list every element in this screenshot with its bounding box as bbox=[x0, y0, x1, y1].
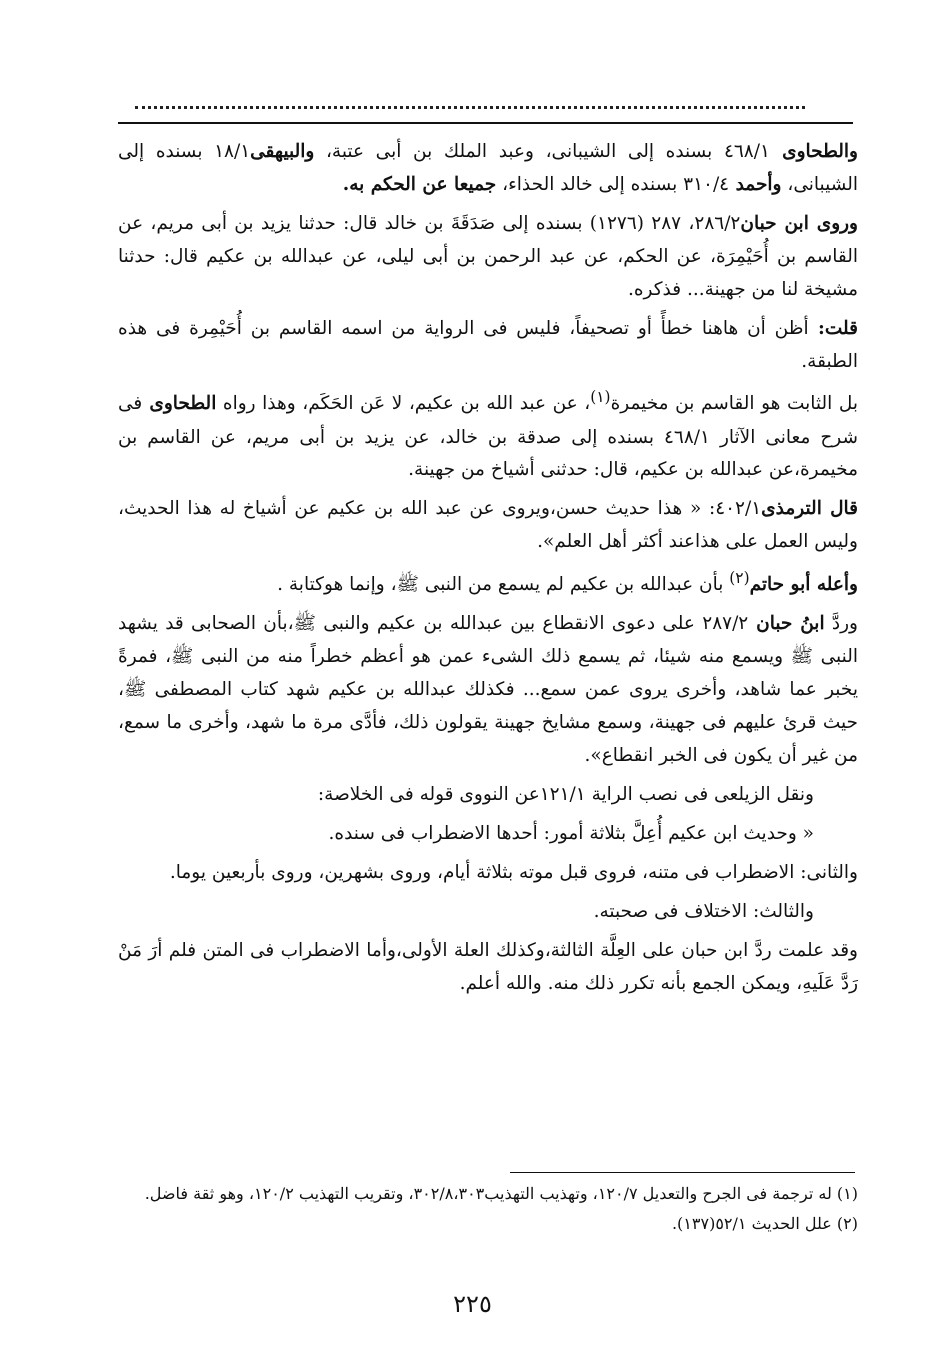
footnote-rule bbox=[510, 1172, 855, 1173]
text-run: ٤٠٢/١: « هذا حديث حسن،ويروى عن عبد الله بن عكيم عن أشياخ له هذا الحديث، وليس العمل على هذاعند أكثر أهل العلم». bbox=[118, 498, 858, 553]
text-run: بأن عبدالله بن عكيم لم يسمع من النبى ﷺ، وإنما هوكتابة . bbox=[277, 574, 730, 596]
bold-text: قلت: bbox=[808, 317, 858, 339]
footnotes bbox=[118, 1180, 858, 1240]
bold-text: والطحاوى bbox=[769, 141, 858, 162]
text-run: أظن أن هاهنا خطأً أو تصحيفاً، فليس فى الرواية من اسمه القاسم بن أُحَيْمِرة فى هذه الطبقة. bbox=[118, 317, 858, 372]
text-run: ٤٦٨/١ بسنده إلى الشيبانى، وعبد الملك بن أبى عتبة، bbox=[314, 141, 770, 162]
paragraph-9 bbox=[118, 818, 858, 851]
footnote-ref: (٢) bbox=[729, 569, 750, 588]
footnote-ref: (١) bbox=[590, 388, 611, 407]
bold-text: وأعله أبو حاتم bbox=[749, 574, 858, 596]
paragraph-4 bbox=[118, 384, 858, 487]
text-run: وردَّ bbox=[824, 613, 858, 635]
paragraph-6 bbox=[118, 565, 858, 602]
footnote-2: (٢) علل الحديث ٥٢/١(١٣٧). bbox=[671, 1214, 858, 1233]
text-run: « وحديث ابن عكيم أُعِلَّ بثلاثة أمور: أحدها الاضطراب فى سنده. bbox=[328, 822, 814, 844]
paragraph-1 bbox=[118, 136, 858, 202]
text-run: وقد علمت ردَّ ابن حبان على العِلَّة الثالثة،وكذلك العلة الأولى،وأما الاضطراب فى المتن فلم أرَ مَنْ رَدَّ عَلَيهِ، ويمكن الجمع بأنه تكرر ذلك منه. والله أعلم. bbox=[118, 939, 858, 994]
paragraph-8 bbox=[118, 779, 858, 812]
bold-text: وروى ابن حبان bbox=[740, 212, 858, 234]
paragraph-5 bbox=[118, 493, 858, 559]
bold-text: وأحمد bbox=[729, 173, 782, 195]
text-run: ١٨/١ بسنده إلى الشيبانى، bbox=[118, 141, 858, 195]
page-number: ٢٢٥ bbox=[453, 1290, 492, 1318]
text-run: ، عن عبد الله بن عكيم، لا عَن الحَكَم، وهذا رواه bbox=[216, 393, 591, 415]
text-run: ٢٨٦/٢، ٢٨٧ (١٢٧٦) بسنده إلى صَدَقَةَ بن خالد قال: حدثنا يزيد بن أبى مريم، عن القاسم بن أُحَيْمِرَة، عن الحكم، عن عبد الرحمن بن أبى ليلى، عن عبدالله بن عكيم قال: حدثنا مشيخة لنا من جهينة... فذكره. bbox=[118, 212, 858, 300]
bold-text: جميعا عن الحكم به. bbox=[342, 173, 497, 195]
text-run: فى شرح معانى الآثار ٤٦٨/١ بسنده إلى صدقة بن خالد، عن يزيد بن أبى مريم، عن القاسم بن مخيمرة،عن عبدالله بن عكيم، قال: حدثنى أشياخ من جهينة. bbox=[118, 393, 858, 481]
text-run: والثالث: الاختلاف فى صحبته. bbox=[593, 900, 814, 922]
text-run: والثانى: الاضطراب فى متنه، فروى قبل موته بثلاثة أيام، وروى بشهرين، وروى بأربعين يوما. bbox=[169, 861, 858, 883]
text-run: ٣١٠/٤ بسنده إلى خالد الحذاء، bbox=[496, 173, 730, 195]
bold-text: ابنُ حبان bbox=[748, 613, 825, 635]
paragraph-7 bbox=[118, 608, 858, 773]
header-dotted-line bbox=[135, 92, 805, 109]
paragraph-12 bbox=[118, 935, 858, 1001]
paragraph-2 bbox=[118, 208, 858, 307]
bold-text: الطحاوى bbox=[142, 393, 217, 415]
header-rule bbox=[118, 122, 853, 124]
paragraph-10 bbox=[118, 857, 858, 890]
bold-text: والبيهقى bbox=[250, 141, 315, 162]
footnote-1: (١) له ترجمة فى الجرح والتعديل ١٢٠/٧، وتهذيب التهذيب٣٠٢/٨،٣٠٣، وتقريب التهذيب ١٢٠/٢، وهو ثقة فاضل. bbox=[144, 1184, 858, 1203]
text-run: ونقل الزيلعى فى نصب الراية ١٢١/١عن النووى قوله فى الخلاصة: bbox=[317, 783, 814, 805]
paragraph-3 bbox=[118, 313, 858, 379]
bold-text: قال الترمذى bbox=[761, 498, 858, 520]
text-run: بل الثابت هو القاسم بن مخيمرة bbox=[610, 393, 858, 415]
main-text bbox=[118, 136, 858, 1006]
paragraph-11 bbox=[118, 896, 858, 929]
text-run: ٢٨٧/٢ على دعوى الانقطاع بين عبدالله بن عكيم والنبى ﷺ،بأن الصحابى قد يشهد النبى ﷺ ويسمع منه شيئا، ثم يسمع ذلك الشىء عمن هو أعظم خطراً منه من النبى ﷺ، فمرةً يخبر عما شاهد، وأخرى يروى عمن سمع... فكذلك عبدالله بن عكيم شهد كتاب المصطفى ﷺ، حيث قرئ عليهم فى جهينة، وسمع مشايخ جهينة يقولون ذلك، فأدَّى مرة ما شهد، وأخرى ما سمع، من غير أن يكون فى الخبر انقطاع». bbox=[118, 613, 858, 766]
